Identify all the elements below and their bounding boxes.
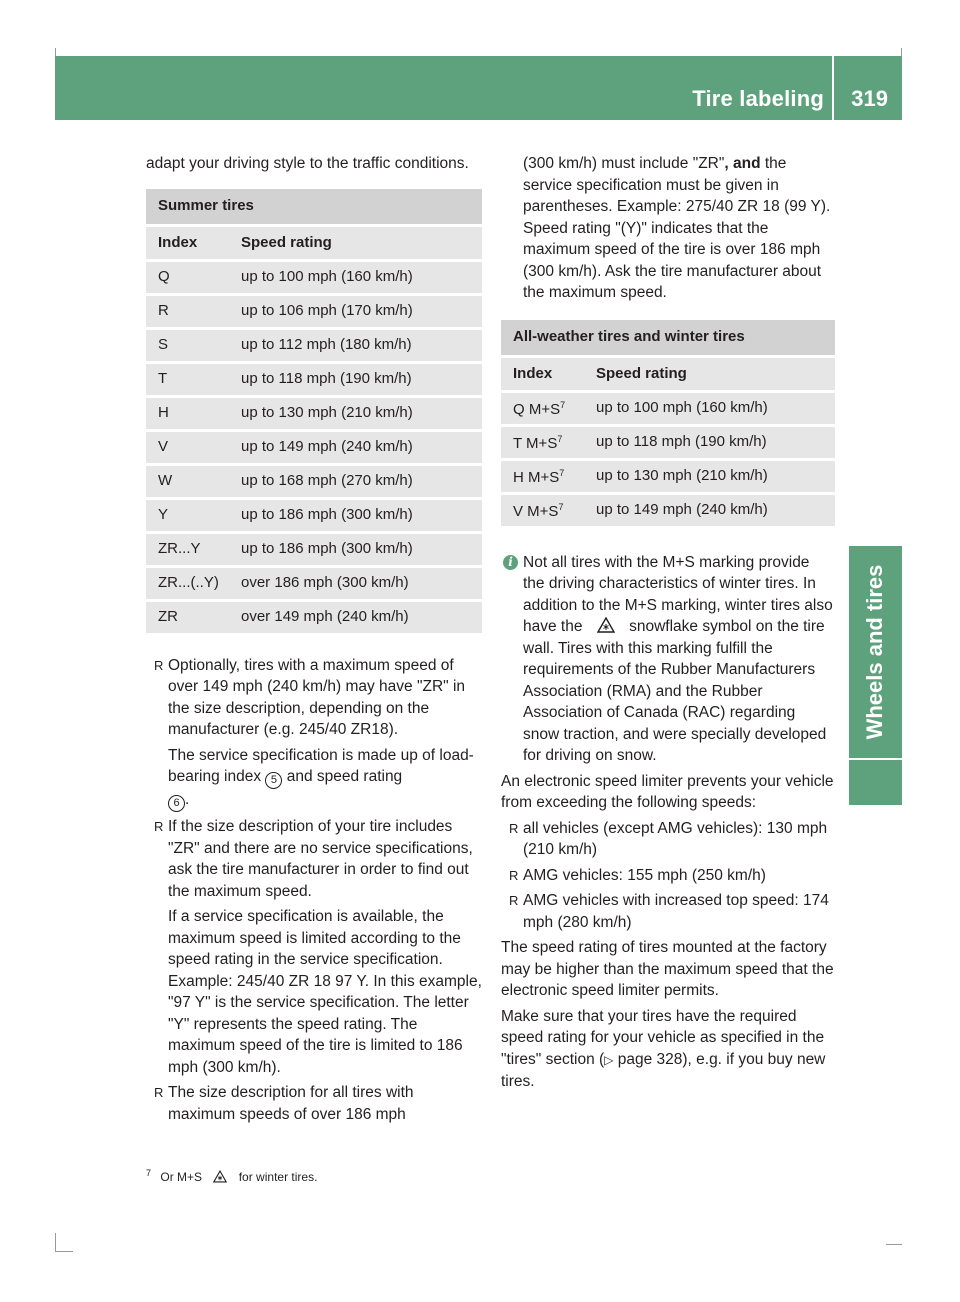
limiter-list <box>501 818 835 934</box>
cell-speed: up to 186 mph (300 km/h) <box>229 534 482 565</box>
table-row <box>146 398 482 429</box>
info-text: Not all tires with the M+S marking provide the driving characteristics of winter tires. In addition to the M+S marking, winter tires also have the <box>523 553 833 635</box>
limiter-item: R AMG vehicles with increased top speed: 174 mph (280 km/h) <box>501 890 835 933</box>
cell-speed: up to 106 mph (170 km/h) <box>229 296 482 327</box>
footnote-ref: 7 <box>557 434 563 445</box>
cell-speed: over 186 mph (300 km/h) <box>229 568 482 599</box>
bullet-item <box>146 1082 482 1125</box>
text-span: and speed rating <box>286 768 403 785</box>
text-span: the service specification must be given in parentheses. Example: 275/40 ZR 18 (99 Y). Speed rating "(Y)" indicates that the maximum speed of the tire is over 186 mph (300 km/h). Ask the tire manufacturer about the maximum speed. <box>523 155 831 301</box>
footnote-ref: 7 <box>558 502 564 513</box>
limiter-item: R AMG vehicles: 155 mph (250 km/h) <box>501 865 835 887</box>
footnote <box>146 1168 317 1184</box>
page-number: 319 <box>851 86 888 111</box>
cell-index <box>146 330 229 361</box>
cell-text: W <box>158 472 173 490</box>
column-header-index: Index <box>501 358 584 390</box>
bullet-text: R Optionally, tires with a maximum speed of over 149 mph (240 km/h) may have "ZR" in the size description, depending on the manufacturer (e.g. 245/40 ZR18). <box>168 656 466 738</box>
cell-index <box>501 495 584 526</box>
footnote-text: Or M+S <box>160 1170 203 1184</box>
cell-text: Q <box>158 268 170 286</box>
table-row <box>146 534 482 565</box>
crop-mark <box>901 48 902 56</box>
cell-text: ZR...Y <box>158 540 201 558</box>
cell-speed: up to 118 mph (190 km/h) <box>229 364 482 395</box>
cell-text: T M+S <box>513 435 558 453</box>
table-row <box>146 330 482 361</box>
cell-speed: up to 118 mph (190 km/h) <box>584 427 835 458</box>
cell-index <box>146 296 229 327</box>
cell-text: V <box>158 438 169 456</box>
cell-text: ZR <box>158 608 178 626</box>
column-header-index: Index <box>146 227 229 259</box>
cell-index <box>146 602 229 633</box>
text-span: . <box>185 791 190 808</box>
cell-index <box>146 466 229 497</box>
footnote-text: for winter tires. <box>238 1170 318 1184</box>
info-text: snowflake symbol on the tire wall. Tires with this marking fulfill the requirements of the Rubber Manufacturers Association (RMA) and the Rubber Association of Canada (RAC) regarding snow traction, and were specially developed for driving on snow. <box>523 618 827 764</box>
limiter-item: R all vehicles (except AMG vehicles): 130 mph (210 km/h) <box>501 818 835 861</box>
bullet-item <box>146 655 482 813</box>
cell-speed: up to 100 mph (160 km/h) <box>229 262 482 293</box>
cell-index <box>146 568 229 599</box>
text-span: page 328), e.g. if you buy new tires. <box>501 1050 826 1090</box>
header-separator <box>832 56 834 120</box>
cell-index <box>501 427 584 458</box>
info-note <box>501 552 835 767</box>
table-row <box>501 393 835 424</box>
column-header-speed: Speed rating <box>229 227 482 259</box>
table-body <box>146 259 482 633</box>
cell-speed: up to 149 mph (240 km/h) <box>229 432 482 463</box>
paragraph <box>501 1006 835 1093</box>
cell-speed: over 149 mph (240 km/h) <box>229 602 482 633</box>
table-row <box>146 364 482 395</box>
paragraph: The speed rating of tires mounted at the factory may be higher than the maximum speed that the electronic speed limiter permits. <box>501 939 834 999</box>
cell-text: Y <box>158 506 169 524</box>
cell-index <box>146 534 229 565</box>
right-column <box>501 153 835 1093</box>
cell-text: H M+S <box>513 469 560 487</box>
table-row <box>146 262 482 293</box>
cell-speed: up to 100 mph (160 km/h) <box>584 393 835 424</box>
cell-speed: up to 130 mph (210 km/h) <box>229 398 482 429</box>
cell-text: H <box>158 404 169 422</box>
text-span: (300 km/h) must include "ZR" <box>523 155 725 172</box>
snowflake-mountain-icon <box>213 1170 227 1183</box>
cell-text: Q M+S <box>513 401 561 419</box>
cell-index <box>501 461 584 492</box>
bullet-text: If a service specification is available, the maximum speed is limited according to the speed rating in the service specification. Example: 245/40 ZR 18 97 Y. In this example, "97 Y" is the service specification. The letter "Y" represents the speed rating. The maximum speed of the tire is limited to 186 mph (300 km/h). <box>168 908 482 1076</box>
crop-mark <box>55 1251 73 1252</box>
footnote-ref: 7 <box>560 400 566 411</box>
text-bold: , and <box>724 155 761 172</box>
reference-number-5: 5 <box>265 772 282 789</box>
cell-speed: up to 130 mph (210 km/h) <box>584 461 835 492</box>
cell-text: V M+S <box>513 503 559 521</box>
cell-text: S <box>158 336 169 354</box>
cell-speed: up to 149 mph (240 km/h) <box>584 495 835 526</box>
all-weather-tires-table <box>501 320 835 526</box>
cell-index <box>146 398 229 429</box>
crop-mark <box>55 1233 56 1251</box>
cell-index <box>146 432 229 463</box>
left-column <box>146 153 482 1125</box>
crop-mark <box>886 1244 902 1245</box>
table-row <box>501 461 835 492</box>
limiter-intro: An electronic speed limiter prevents your vehicle from exceeding the following speeds: <box>501 772 834 811</box>
table-body <box>501 390 835 526</box>
table-row <box>146 432 482 463</box>
bullet-text: R If the size description of your tire includes "ZR" and there are no service specifications, ask the tire manufacturer in order to find out the maximum speed. <box>168 818 473 900</box>
cell-speed: up to 186 mph (300 km/h) <box>229 500 482 531</box>
cell-index <box>501 393 584 424</box>
cell-text: ZR...(..Y) <box>158 574 219 592</box>
summer-tires-table <box>146 189 482 633</box>
footnote-number: 7 <box>146 1168 152 1178</box>
info-icon: i <box>503 555 518 570</box>
header-title: Tire labeling <box>692 86 824 111</box>
column-header-speed: Speed rating <box>584 358 835 390</box>
crop-mark <box>55 48 56 56</box>
cell-text: R <box>158 302 169 320</box>
page-header <box>55 56 902 120</box>
cell-index <box>146 364 229 395</box>
table-row <box>146 568 482 599</box>
table-row <box>501 427 835 458</box>
table-row <box>146 466 482 497</box>
table-row <box>501 495 835 526</box>
table-title: All-weather tires and winter tires <box>501 320 835 355</box>
bullet-text <box>168 745 482 813</box>
section-tab-block <box>849 760 902 805</box>
bullet-text: R The size description for all tires with maximum speeds of over 186 mph <box>168 1084 414 1123</box>
cell-speed: up to 168 mph (270 km/h) <box>229 466 482 497</box>
continuation-text <box>501 153 835 304</box>
cell-text: T <box>158 370 168 388</box>
section-tab-label: Wheels and tires <box>862 564 887 740</box>
footnote-ref: 7 <box>559 468 565 479</box>
table-row <box>146 500 482 531</box>
intro-text: adapt your driving style to the traffic conditions. <box>146 155 469 172</box>
page-ref-arrow-icon: ▷ <box>604 1052 614 1067</box>
table-row <box>146 296 482 327</box>
cell-speed: up to 112 mph (180 km/h) <box>229 330 482 361</box>
table-title: Summer tires <box>146 189 482 224</box>
table-row <box>146 602 482 633</box>
snowflake-mountain-icon <box>597 617 615 633</box>
cell-index <box>146 500 229 531</box>
text-span: Make sure that your tires have the required speed rating for your vehicle as specified in the "tires" section ( <box>501 1007 825 1068</box>
cell-index <box>146 262 229 293</box>
text-span: The service specification is made up of load-bearing index <box>168 746 474 785</box>
reference-number-6: 6 <box>168 795 185 812</box>
bullet-item <box>146 816 482 1078</box>
